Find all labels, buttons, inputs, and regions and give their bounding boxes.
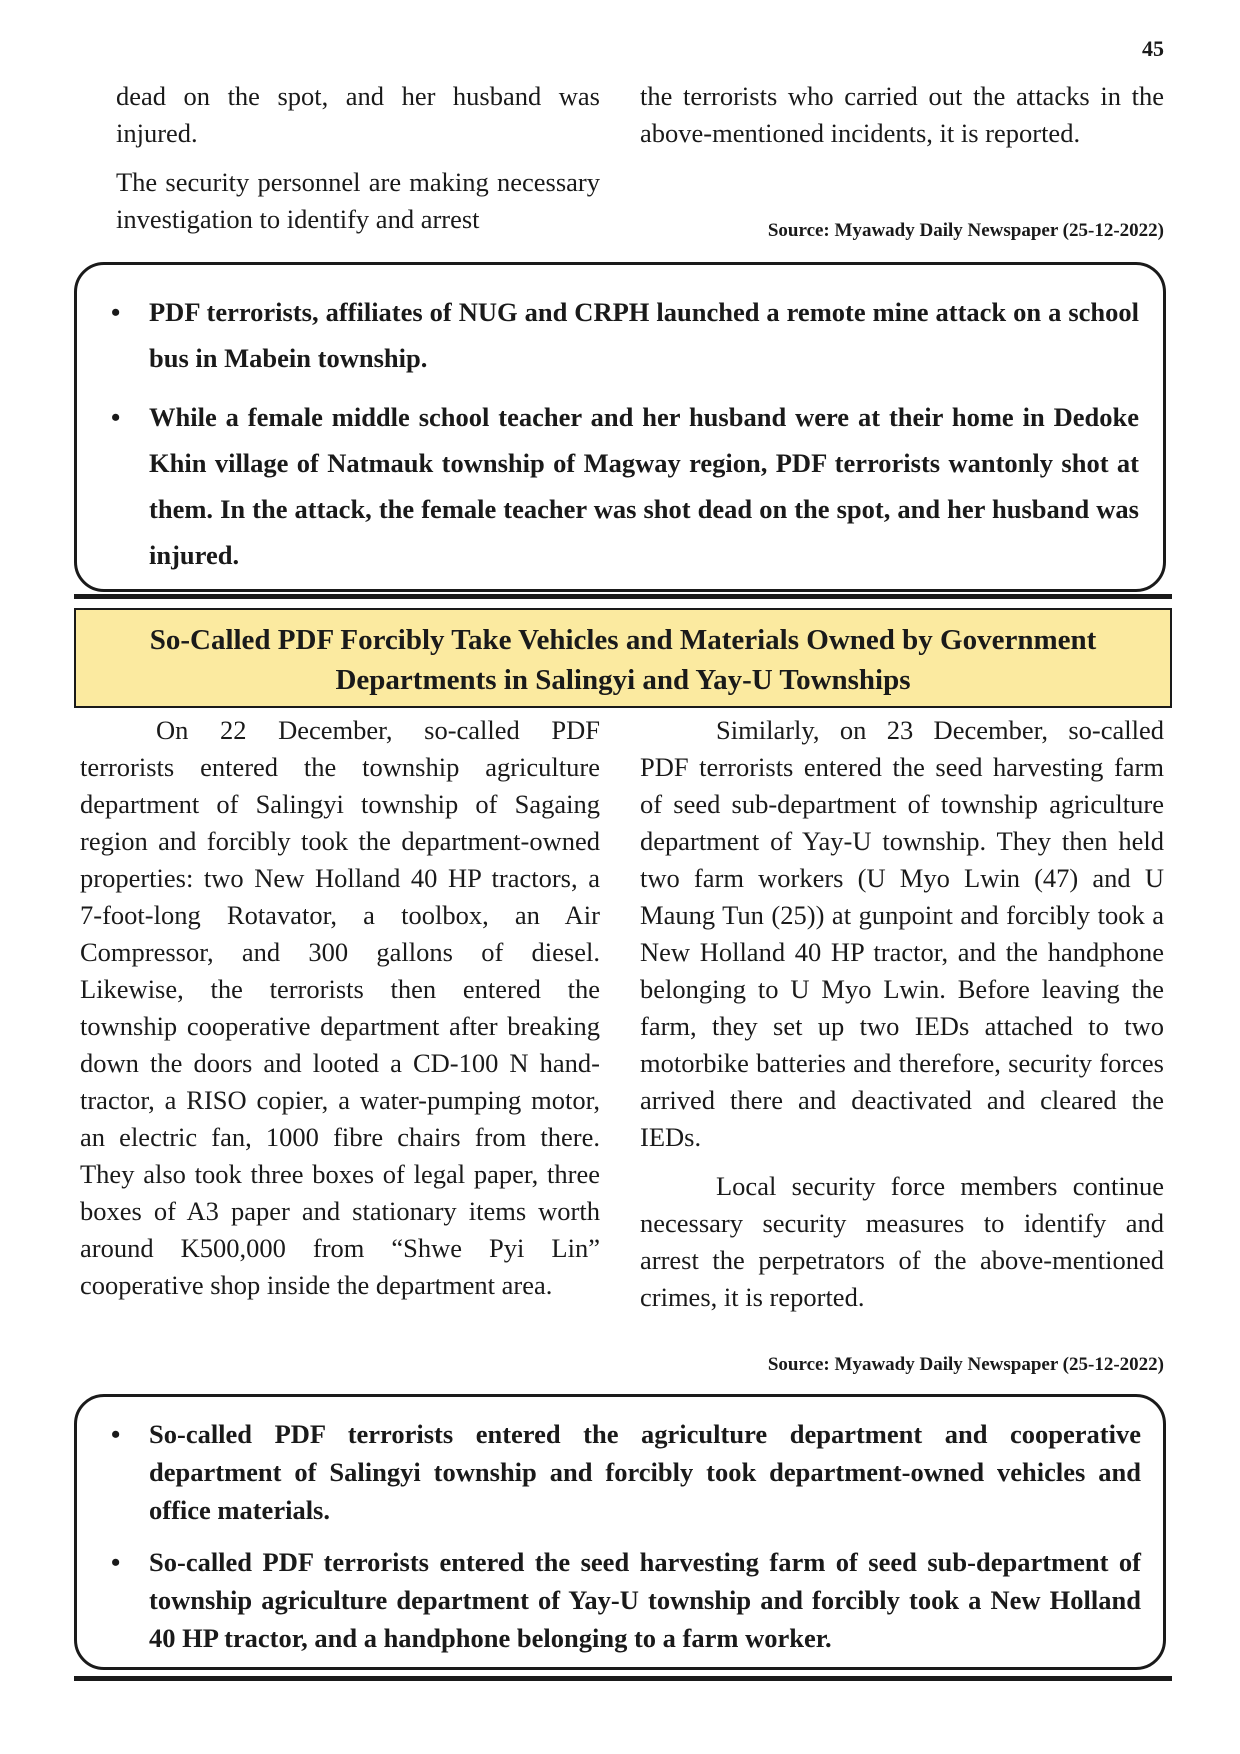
- paragraph: On 22 December, so-called PDF terrorists entered the township agriculture department of Salingyi township of Sagaing region and forcibly took the department-owned properties: two New Holland 40 HP tractors, a 7-foot-long Rotavator, a toolbox, an Air Compressor, and 300 gallons of diesel. Likewise, the terrorists then entered the township cooperative department after breaking down the doors and looted a CD-100 N hand-tractor, a RISO copier, a water-pumping motor, an electric fan, 1000 fibre chairs from there. They also took three boxes of legal paper, three boxes of A3 paper and stationary items worth around K500,000 from “Shwe Pyi Lin” cooperative shop inside the department area.: [80, 715, 600, 1300]
- summary-list: [91, 289, 1139, 578]
- summary-bullet: • PDF terrorists, affiliates of NUG and CRPH launched a remote mine attack on a school bus in Mabein township.: [91, 289, 1139, 381]
- article-left-column: [80, 712, 600, 1304]
- summary-box: [74, 262, 1166, 592]
- paragraph: Similarly, on 23 December, so-called PDF terrorists entered the seed harvesting farm of seed sub-department of township agriculture department of Yay-U township. They then held two farm workers (U Myo Lwin (47) and U Maung Tun (25)) at gunpoint and forcibly took a New Holland 40 HP tractor, and the handphone belonging to U Myo Lwin. Before leaving the farm, they set up two IEDs attached to two motorbike batteries and therefore, security forces arrived there and deactivated and cleared the IEDs.: [640, 715, 1164, 1152]
- source-credit: Source: Myawady Daily Newspaper (25-12-2022): [767, 220, 1164, 241]
- headline-line: So-Called PDF Forcibly Take Vehicles and Materials Owned by Government: [149, 624, 1097, 656]
- page-number: 45: [1142, 36, 1164, 61]
- top-left-column: [116, 78, 600, 238]
- section-divider: [74, 594, 1172, 599]
- headline-line: Departments in Salingyi and Yay-U Townships: [335, 664, 911, 696]
- article-headline: [74, 608, 1172, 708]
- summary-box: [74, 1394, 1166, 1670]
- source-credit: Source: Myawady Daily Newspaper (25-12-2022): [767, 1354, 1164, 1375]
- paragraph: dead on the spot, and her husband was injured.: [116, 81, 600, 148]
- section-divider: [74, 1676, 1172, 1681]
- summary-bullet: • While a female middle school teacher and her husband were at their home in Dedoke Khin village of Natmauk township of Magway region, PDF terrorists wantonly shot at them. In the attack, the female teacher was shot dead on the spot, and her husband was injured.: [91, 394, 1139, 578]
- article-right-column: [640, 712, 1164, 1316]
- top-right-column: [640, 78, 1164, 152]
- paragraph: the terrorists who carried out the attacks in the above-mentioned incidents, it is reported.: [640, 81, 1164, 148]
- paragraph: The security personnel are making necessary investigation to identify and arrest: [116, 167, 600, 234]
- summary-bullet: • So-called PDF terrorists entered the seed harvesting farm of seed sub-department of township agriculture department of Yay-U township and forcibly took a New Holland 40 HP tractor, and a handphone belonging to a farm worker.: [91, 1543, 1141, 1657]
- summary-list: [91, 1415, 1141, 1657]
- paragraph: Local security force members continue necessary security measures to identify and arrest the perpetrators of the above-mentioned crimes, it is reported.: [640, 1171, 1164, 1312]
- summary-bullet: • So-called PDF terrorists entered the agriculture department and cooperative department of Salingyi township and forcibly took department-owned vehicles and office materials.: [91, 1415, 1141, 1529]
